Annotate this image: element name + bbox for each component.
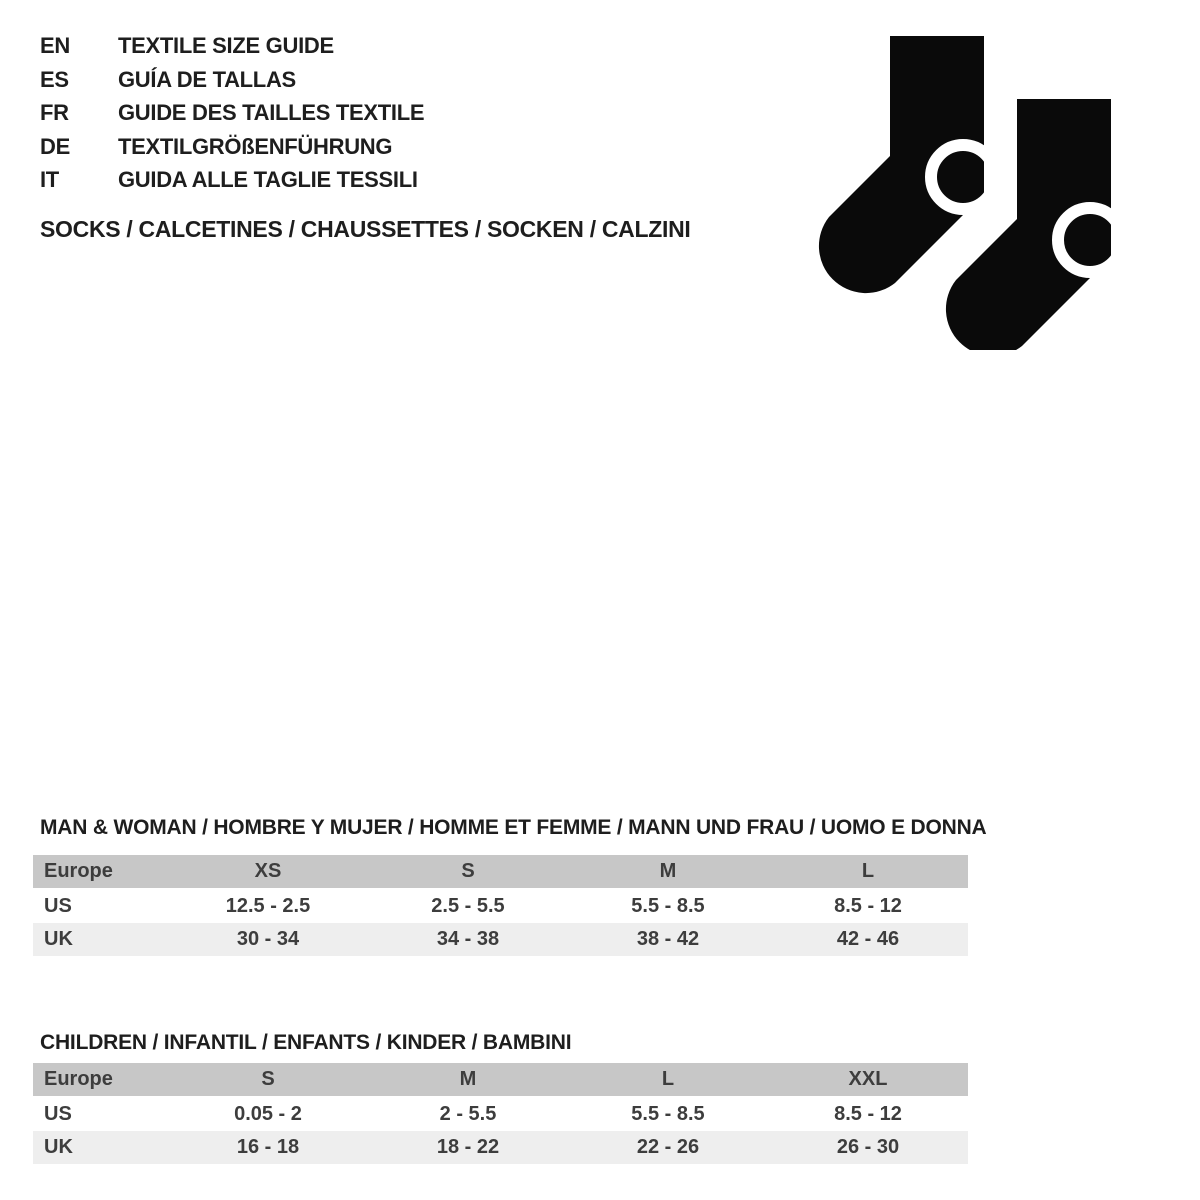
table-header-row [33,855,968,888]
language-line-de [40,130,424,164]
size-value: 16 - 18 [236,1136,300,1158]
size-value: 30 - 34 [236,928,300,950]
language-code: EN [40,33,70,58]
row-label: US [44,1103,72,1125]
column-header-region: Europe [44,1068,113,1090]
table-title-children: CHILDREN / INFANTIL / ENFANTS / KINDER / BAMBINI [40,1031,572,1054]
size-value: 38 - 42 [636,928,700,950]
column-header-size: M [659,860,677,882]
language-label: TEXTILE SIZE GUIDE [118,33,334,58]
language-code: DE [40,133,70,159]
size-value: 8.5 - 12 [834,895,902,917]
product-category-title: SOCKS / CALCETINES / CHAUSSETTES / SOCKEN / CALZINI [40,216,691,242]
column-header-size: XXL [848,1068,888,1090]
size-value: 5.5 - 8.5 [631,895,705,917]
column-header-size: M [459,1068,477,1090]
size-value: 18 - 22 [436,1136,500,1158]
column-header-size: L [661,1068,675,1090]
table-header-row [33,1063,968,1096]
column-header-region: Europe [44,860,113,882]
language-line-fr [40,96,424,130]
language-label: TEXTILGRÖßENFÜHRUNG [118,133,393,159]
size-value: 2 - 5.5 [439,1103,497,1125]
size-table-man-woman [33,855,968,956]
table-row-uk [33,923,968,956]
table-row-us [33,890,968,923]
socks-icon [790,20,1130,350]
size-value: 26 - 30 [836,1136,900,1158]
size-value: 5.5 - 8.5 [631,1103,705,1125]
language-code: FR [40,100,69,125]
column-header-size: S [261,1068,275,1090]
size-table-children [33,1063,968,1164]
column-header-size: XS [254,860,282,882]
language-code: IT [40,167,59,192]
column-header-size: L [861,860,875,882]
language-code: ES [40,66,69,92]
language-title-block [40,29,424,197]
size-value: 34 - 38 [436,928,500,950]
language-line-it [40,163,424,197]
language-label: GUIDA ALLE TAGLIE TESSILI [118,167,418,192]
size-value: 42 - 46 [836,928,900,950]
table-row-uk [33,1131,968,1164]
row-label: UK [44,1136,73,1158]
language-label: GUIDE DES TAILLES TEXTILE [118,100,425,125]
size-value: 0.05 - 2 [234,1103,302,1125]
language-label: GUÍA DE TALLAS [118,66,296,92]
table-title-man-woman: MAN & WOMAN / HOMBRE Y MUJER / HOMME ET FEMME / MANN UND FRAU / UOMO E DONNA [40,816,987,839]
size-value: 2.5 - 5.5 [431,895,505,917]
size-value: 22 - 26 [636,1136,700,1158]
size-value: 8.5 - 12 [834,1103,902,1125]
language-line-en [40,29,424,63]
language-line-es [40,63,424,97]
row-label: UK [44,928,73,950]
column-header-size: S [461,860,475,882]
table-row-us [33,1098,968,1131]
row-label: US [44,895,72,917]
size-value: 12.5 - 2.5 [225,895,311,917]
